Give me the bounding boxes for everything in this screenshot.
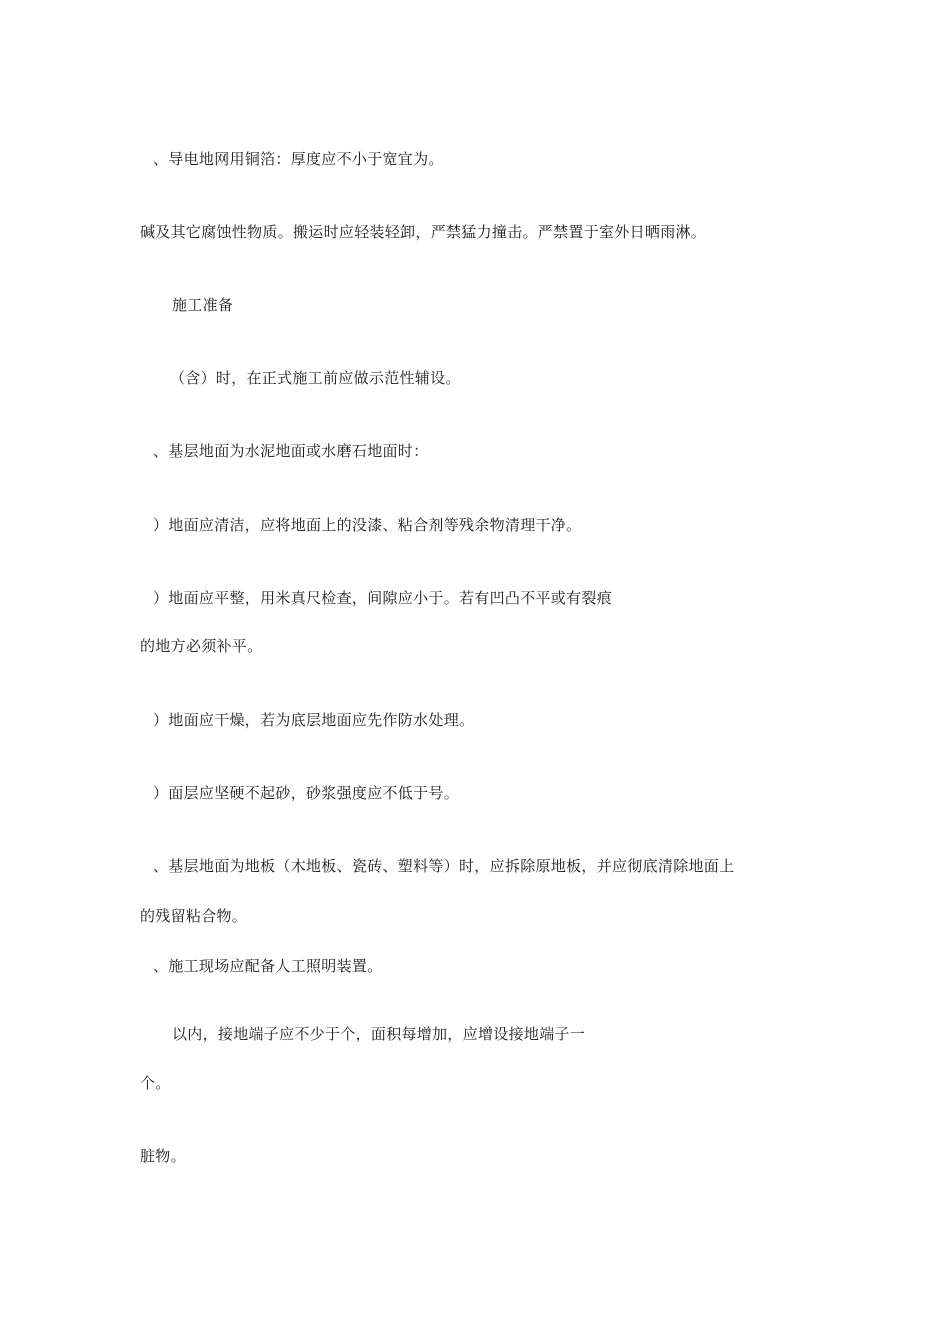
text-line: ）面层应坚硬不起砂，砂浆强度应不低于号。 [153,784,460,802]
text-line: 的地方必须补平。 [140,637,263,655]
text-line: 以内，接地端子应不少于个，面积每增加，应增设接地端子一 [172,1025,586,1043]
text-line: 的残留粘合物。 [140,907,248,925]
text-line: ）地面应平整，用米真尺检查，间隙应小于。若有凹凸不平或有裂痕 [153,589,613,607]
text-line: （含）时，在正式施工前应做示范性辅设。 [170,369,461,387]
text-line: 、基层地面为地板（木地板、瓷砖、塑料等）时，应拆除原地板，并应彻底清除地面上 [153,857,735,875]
text-line: 、导电地网用铜箔：厚度应不小于宽宜为。 [153,150,444,168]
text-line: 、基层地面为水泥地面或水磨石地面时： [153,442,429,460]
text-line: ）地面应清洁，应将地面上的没漆、粘合剂等残余物清理干净。 [153,516,582,534]
text-line: ）地面应干燥，若为底层地面应先作防水处理。 [153,711,475,729]
section-heading: 施工准备 [172,296,234,314]
text-line: 个。 [140,1074,171,1092]
text-line: 碱及其它腐蚀性物质。搬运时应轻装轻卸，严禁猛力撞击。严禁置于室外日晒雨淋。 [140,223,707,241]
text-line: 、施工现场应配备人工照明装置。 [153,957,383,975]
text-line: 脏物。 [140,1147,186,1165]
